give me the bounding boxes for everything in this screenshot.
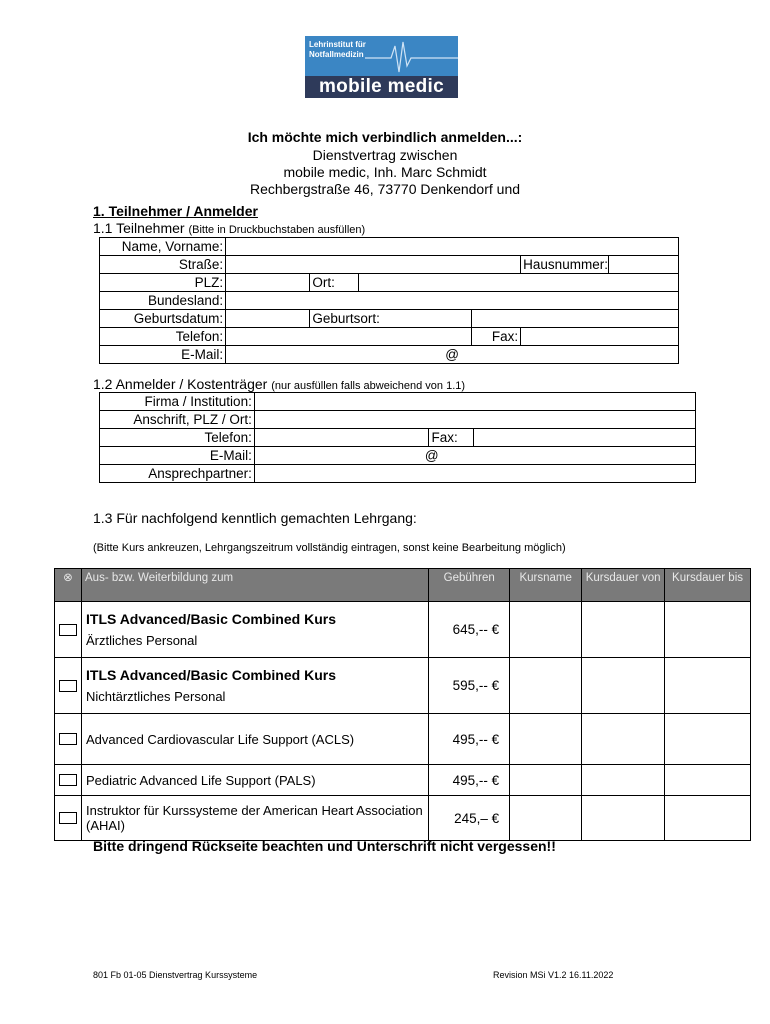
course-row — [55, 602, 751, 658]
street-field[interactable] — [226, 256, 521, 274]
subsection-1-1-note: (Bitte in Druckbuchstaben ausfüllen) — [188, 224, 366, 236]
course-subtitle: Ärztliches Personal — [86, 633, 198, 648]
page-title: Ich möchte mich verbindlich anmelden...: — [247, 129, 523, 145]
fax-field[interactable] — [521, 328, 679, 346]
course-from-field[interactable] — [582, 765, 665, 796]
contract-line: Dienstvertrag zwischen — [312, 147, 458, 163]
fax-label: Fax: — [472, 328, 521, 346]
logo-line1: Lehrinstitut für — [309, 40, 366, 49]
state-label: Bundesland: — [100, 292, 226, 310]
name-field[interactable] — [226, 238, 679, 256]
course-from-field[interactable] — [582, 602, 665, 658]
course-name-field[interactable] — [510, 602, 582, 658]
address-field[interactable] — [254, 411, 695, 429]
course-name-field[interactable] — [510, 658, 582, 714]
course-from-field[interactable] — [582, 796, 665, 841]
course-to-field[interactable] — [665, 765, 751, 796]
course-to-field[interactable] — [665, 602, 751, 658]
course-table — [54, 568, 751, 841]
course-subtitle: Pediatric Advanced Life Support (PALS) — [86, 772, 316, 788]
company-label: Firma / Institution: — [100, 393, 255, 411]
course-row — [55, 714, 751, 765]
company-line: mobile medic, Inh. Marc Schmidt — [283, 164, 487, 180]
course-description — [82, 602, 429, 658]
check-column-header: ⊗ — [55, 569, 82, 602]
course-name-field[interactable] — [510, 765, 582, 796]
to-column-header: Kursdauer bis — [665, 569, 751, 602]
payer-phone-field[interactable] — [254, 429, 429, 447]
address-label: Anschrift, PLZ / Ort: — [100, 411, 255, 429]
contact-field[interactable] — [254, 465, 695, 483]
course-description — [82, 765, 429, 796]
footer-right: Revision MSi V1.2 16.11.2022 — [493, 970, 614, 980]
pob-label: Geburtsort: — [310, 310, 472, 328]
email-field[interactable]: @ — [226, 346, 679, 364]
subsection-1-3-note: (Bitte Kurs ankreuzen, Lehrgangszeitrum vollständig eintragen, sonst keine Bearbeitung möglich) — [93, 542, 566, 554]
signature-notice: Bitte dringend Rückseite beachten und Unterschrift nicht vergessen!! — [93, 838, 556, 854]
state-field[interactable] — [226, 292, 679, 310]
payer-email-field[interactable]: @ — [254, 447, 695, 465]
logo-line2: Notfallmedizin — [309, 50, 364, 59]
city-label: Ort: — [310, 274, 358, 292]
course-name-field[interactable] — [510, 796, 582, 841]
subsection-1-1 — [93, 220, 365, 236]
course-title: ITLS Advanced/Basic Combined Kurs — [86, 611, 336, 627]
footer-left: 801 Fb 01-05 Dienstvertrag Kurssysteme — [93, 970, 258, 980]
course-to-field[interactable] — [665, 796, 751, 841]
address-line: Rechbergstraße 46, 73770 Denkendorf und — [249, 181, 521, 197]
house-number-label: Hausnummer: — [521, 256, 609, 274]
course-description — [82, 658, 429, 714]
course-checkbox[interactable] — [55, 765, 82, 796]
city-field[interactable] — [358, 274, 678, 292]
course-subtitle: Advanced Cardiovascular Life Support (ACLS) — [86, 731, 355, 747]
course-title: ITLS Advanced/Basic Combined Kurs — [86, 667, 336, 683]
zip-field[interactable] — [226, 274, 310, 292]
course-table-header — [55, 569, 751, 602]
house-number-field[interactable] — [608, 256, 678, 274]
payer-phone-label: Telefon: — [100, 429, 255, 447]
course-from-field[interactable] — [582, 714, 665, 765]
payer-fax-field[interactable] — [474, 429, 696, 447]
logo-banner — [305, 36, 458, 76]
subsection-1-3: 1.3 Für nachfolgend kenntlich gemachten Lehrgang: — [93, 510, 417, 526]
course-row — [55, 765, 751, 796]
course-name-field[interactable] — [510, 714, 582, 765]
course-description — [82, 714, 429, 765]
course-checkbox[interactable] — [55, 658, 82, 714]
logo-brand: mobile medic — [305, 76, 458, 98]
course-row — [55, 796, 751, 841]
coursename-column-header: Kursname — [510, 569, 582, 602]
subsection-1-1-label: 1.1 Teilnehmer — [93, 220, 185, 236]
dob-field[interactable] — [226, 310, 310, 328]
course-price: 245,– € — [429, 796, 510, 841]
email-label: E-Mail: — [100, 346, 226, 364]
fee-column-header: Gebühren — [429, 569, 510, 602]
dob-label: Geburtsdatum: — [100, 310, 226, 328]
course-price: 495,-- € — [429, 714, 510, 765]
phone-field[interactable] — [226, 328, 472, 346]
course-row — [55, 658, 751, 714]
course-subtitle: Nichtärztliches Personal — [86, 689, 226, 704]
subsection-1-2-label: 1.2 Anmelder / Kostenträger — [93, 376, 268, 392]
payer-email-label: E-Mail: — [100, 447, 255, 465]
section-heading: 1. Teilnehmer / Anmelder — [93, 203, 258, 219]
logo — [305, 36, 458, 98]
course-subtitle: Instruktor für Kurssysteme der American Heart Association (AHAI) — [86, 803, 423, 833]
payer-table — [99, 392, 696, 483]
course-price: 595,-- € — [429, 658, 510, 714]
payer-fax-label: Fax: — [429, 429, 474, 447]
course-to-field[interactable] — [665, 714, 751, 765]
course-price: 645,-- € — [429, 602, 510, 658]
street-label: Straße: — [100, 256, 226, 274]
from-column-header: Kursdauer von — [582, 569, 665, 602]
course-checkbox[interactable] — [55, 714, 82, 765]
course-description — [82, 796, 429, 841]
subsection-1-2-note: (nur ausfüllen falls abweichend von 1.1) — [271, 380, 466, 392]
subsection-1-2 — [93, 376, 465, 392]
name-label: Name, Vorname: — [100, 238, 226, 256]
phone-label: Telefon: — [100, 328, 226, 346]
course-checkbox[interactable] — [55, 602, 82, 658]
participant-table — [99, 237, 679, 364]
course-from-field[interactable] — [582, 658, 665, 714]
pob-field[interactable] — [472, 310, 679, 328]
course-column-header: Aus- bzw. Weiterbildung zum — [82, 569, 429, 602]
course-price: 495,-- € — [429, 765, 510, 796]
course-to-field[interactable] — [665, 658, 751, 714]
company-field[interactable] — [254, 393, 695, 411]
contact-label: Ansprechpartner: — [100, 465, 255, 483]
course-checkbox[interactable] — [55, 796, 82, 841]
zip-label: PLZ: — [100, 274, 226, 292]
